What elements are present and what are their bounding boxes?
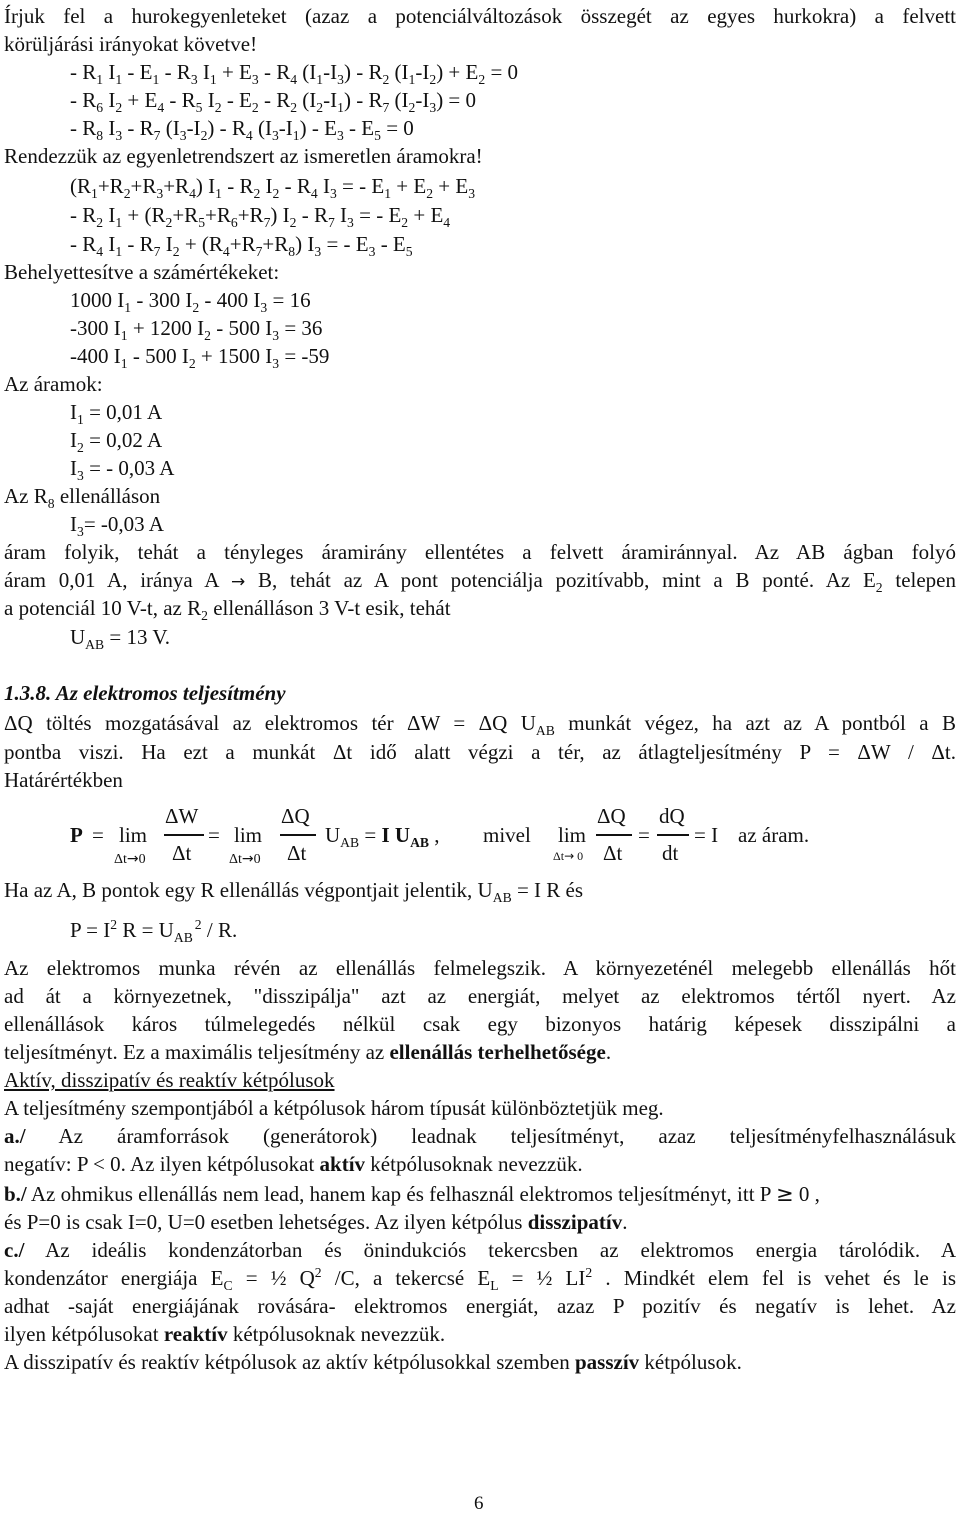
- page-number: 6: [474, 1493, 484, 1514]
- text-line: Az áramok:: [4, 372, 103, 396]
- formula-symbol: mivel: [483, 823, 531, 847]
- fraction-bar: [657, 834, 689, 836]
- formula-symbol: ΔQ: [597, 804, 626, 828]
- equation-line: - $R_1$ $I_1 - E_1 - R_3$ $I_1 + E_3 - R_4$ $(I_1-I_3) - R_2$ $(I_1-I_2) + E_2 = 0$: [70, 60, 519, 88]
- term: ellenállás terhelhetősége: [389, 1040, 606, 1064]
- formula-symbol: =: [92, 823, 104, 847]
- equation-line: $I_3$ = - 0,03 A: [70, 456, 175, 484]
- formula-symbol: dt: [662, 841, 679, 865]
- text-line: b./ Az ohmikus ellenállás nem lead, hanem kap és felhasznál elektromos teljesítményt, itt P ≥ 0 ,: [4, 1182, 820, 1206]
- equation-line: $(R_1+R_2+R_3+R_4)$ $I_1 - R_2$ $I_2 - R_4$ $I_3$ = - $E_1 + E_2 + E_3$: [70, 174, 476, 202]
- equation-line: -400 $I_1 - 500$ $I_2 + 1500$ $I_3 = -59$: [70, 344, 330, 372]
- text-line: Az elektromos munka révén az ellenállás felmelegszik. A környezeténél melegebb ellenállás hőt: [4, 956, 956, 980]
- formula-symbol: Δt: [172, 841, 192, 865]
- text-line: áram folyik, tehát a tényleges áramirány ellentétes a felvett áramiránnyal. Az AB ágban folyó: [4, 540, 956, 564]
- equation-line: $I_2 = 0,02$ A: [70, 428, 163, 456]
- equation-line: $I_3= -0,03$ A: [70, 512, 164, 540]
- formula-symbol: lim: [234, 823, 263, 847]
- text-line: Írjuk fel a hurokegyenleteket (azaz a potenciálváltozások összegét az egyes hurkokra) a felvett: [4, 4, 956, 28]
- equation-line: -300 $I_1 + 1200$ $I_2 - 500$ $I_3 = 36$: [70, 316, 323, 344]
- equation-line: $I_1 = 0,01$ A: [70, 400, 163, 428]
- text-line: ilyen kétpólusokat reaktív kétpólusoknak nevezzük.: [4, 1322, 446, 1346]
- equation-line: $U_{AB} = 13$ V.: [70, 625, 171, 653]
- equation-line: - $R_6$ $I_2 + E_4 - R_5$ $I_2 - E_2 - R_2$ $(I_2-I_1) - R_7$ $(I_2-I_3) = 0$: [70, 88, 477, 116]
- text-line: Határértékben: [4, 768, 123, 792]
- term: passzív: [574, 1350, 640, 1374]
- formula-symbol: lim: [119, 823, 148, 847]
- text-line: körüljárási irányokat követve!: [4, 32, 258, 56]
- text-line: adhat -saját energiájának rovására- elektromos energiát, azaz P pozitív és negatív is lehet. Az: [4, 1294, 956, 1318]
- formula-symbol: lim: [558, 823, 587, 847]
- formula-symbol: Δt: [603, 841, 623, 865]
- text-line: teljesítményt. Ez a maximális teljesítmény az ellenállás terhelhetősége.: [4, 1040, 612, 1064]
- text-line: c./ Az ideális kondenzátorban és önindukciós tekercsben az elektromos energia tárolódik. A: [4, 1238, 956, 1262]
- equation-line: - $R_2$ $I_1 + (R_2+R_5+R_6+R_7)$ $I_2 - R_7$ $I_3$ = - $E_2 + E_4$: [70, 203, 451, 231]
- text-line: ad át a környezetnek, "disszipálja" azt az energiát, melyet az elektromos tértől nyert. Az: [4, 984, 956, 1008]
- formula-symbol: $U_{AB} = I$ $U_{AB}$ ,: [325, 823, 440, 851]
- text-line: a./ Az áramforrások (generátorok) leadnak teljesítményt, azaz teljesítményfelhasználásuk: [4, 1124, 956, 1148]
- text-line: A teljesítmény szempontjából a kétpólusok három típusát különböztetjük meg.: [4, 1096, 664, 1120]
- equation-line: 1000 $I_1 - 300$ $I_2 - 400$ $I_3 = 16$: [70, 288, 311, 316]
- formula-symbol: Δt: [287, 841, 307, 865]
- text-line: és P=0 is csak I=0, U=0 esetben lehetséges. Az ilyen kétpólus disszipatív.: [4, 1210, 628, 1234]
- text-line: kondenzátor energiája $E_C$ = ½ $Q^2$ /C, a tekercsé $E_L$ = ½ $LI^2$ . Mindkét elem fel is vehet és le is: [4, 1265, 956, 1294]
- formula-symbol: P: [70, 823, 83, 847]
- formula-symbol: Δt→0: [114, 851, 146, 867]
- equation-line: $P = I^2$ $R = U_{AB}^2 / R$.: [70, 917, 238, 946]
- formula-symbol: ΔW: [165, 804, 199, 828]
- text-line: Az $R_8$ ellenálláson: [4, 484, 161, 512]
- equation-line: - $R_8$ $I_3 - R_7$ $(I_3-I_2) - R_4$ $(I_3-I_1) - E_3 - E_5 = 0$: [70, 116, 414, 144]
- formula-symbol: az áram.: [738, 823, 810, 847]
- text-line: negatív: P < 0. Az ilyen kétpólusokat aktív kétpólusoknak nevezzük.: [4, 1152, 583, 1176]
- term: aktív: [319, 1152, 366, 1176]
- text-line: áram 0,01 A, iránya A → B, tehát az A pont potenciálja pozitívabb, mint a B ponté. Az $E_2$ telepen: [4, 568, 956, 596]
- formula-symbol: Δt→ 0: [553, 849, 584, 863]
- text-line: ellenállások káros túlmelegedés nélkül csak egy bizonyos határig képesek disszipálni a: [4, 1012, 956, 1036]
- equation-line: - $R_4$ $I_1 - R_7$ $I_2 + (R_4+R_7+R_8) I_3$ = - $E_3 - E_5$: [70, 232, 413, 260]
- formula-symbol: Δt→0: [229, 851, 261, 867]
- text-line: Behelyettesítve a számértékeket:: [4, 260, 280, 284]
- formula-symbol: =: [638, 823, 650, 847]
- formula-symbol: ΔQ: [281, 804, 310, 828]
- term: reaktív: [163, 1322, 228, 1346]
- list-label: c./: [4, 1238, 25, 1262]
- subheading: Aktív, disszipatív és reaktív kétpólusok: [4, 1068, 335, 1092]
- formula-symbol: = I: [694, 823, 719, 847]
- text-line: Rendezzük az egyenletrendszert az ismeretlen áramokra!: [4, 144, 483, 168]
- fraction-bar: [596, 834, 632, 836]
- formula-symbol: dQ: [659, 804, 685, 828]
- list-label: a./: [4, 1124, 26, 1148]
- text-line: pontba viszi. Ha ezt a munkát Δt idő alatt végzi a tér, az átlagteljesítmény P = ΔW / Δt.: [4, 740, 956, 764]
- formula-symbol: =: [208, 823, 220, 847]
- fraction-bar: [280, 834, 316, 836]
- text-line: A disszipatív és reaktív kétpólusok az aktív kétpólusokkal szemben passzív kétpólusok.: [4, 1350, 742, 1374]
- text-line: a potenciál 10 V-t, az $R_2$ ellenálláson 3 V-t esik, tehát: [4, 596, 451, 624]
- text-line: Ha az A, B pontok egy R ellenállás végpontjait jelentik, $U_{AB} = I$ R és: [4, 878, 584, 906]
- list-label: b./: [4, 1182, 27, 1206]
- fraction-bar: [164, 834, 204, 836]
- text-line: ΔQ töltés mozgatásával az elektromos tér ΔW = ΔQ $U_{AB}$ munkát végez, ha azt az A pontból a B: [4, 711, 956, 739]
- term: disszipatív: [527, 1210, 623, 1234]
- section-heading: 1.3.8. Az elektromos teljesítmény: [4, 681, 286, 705]
